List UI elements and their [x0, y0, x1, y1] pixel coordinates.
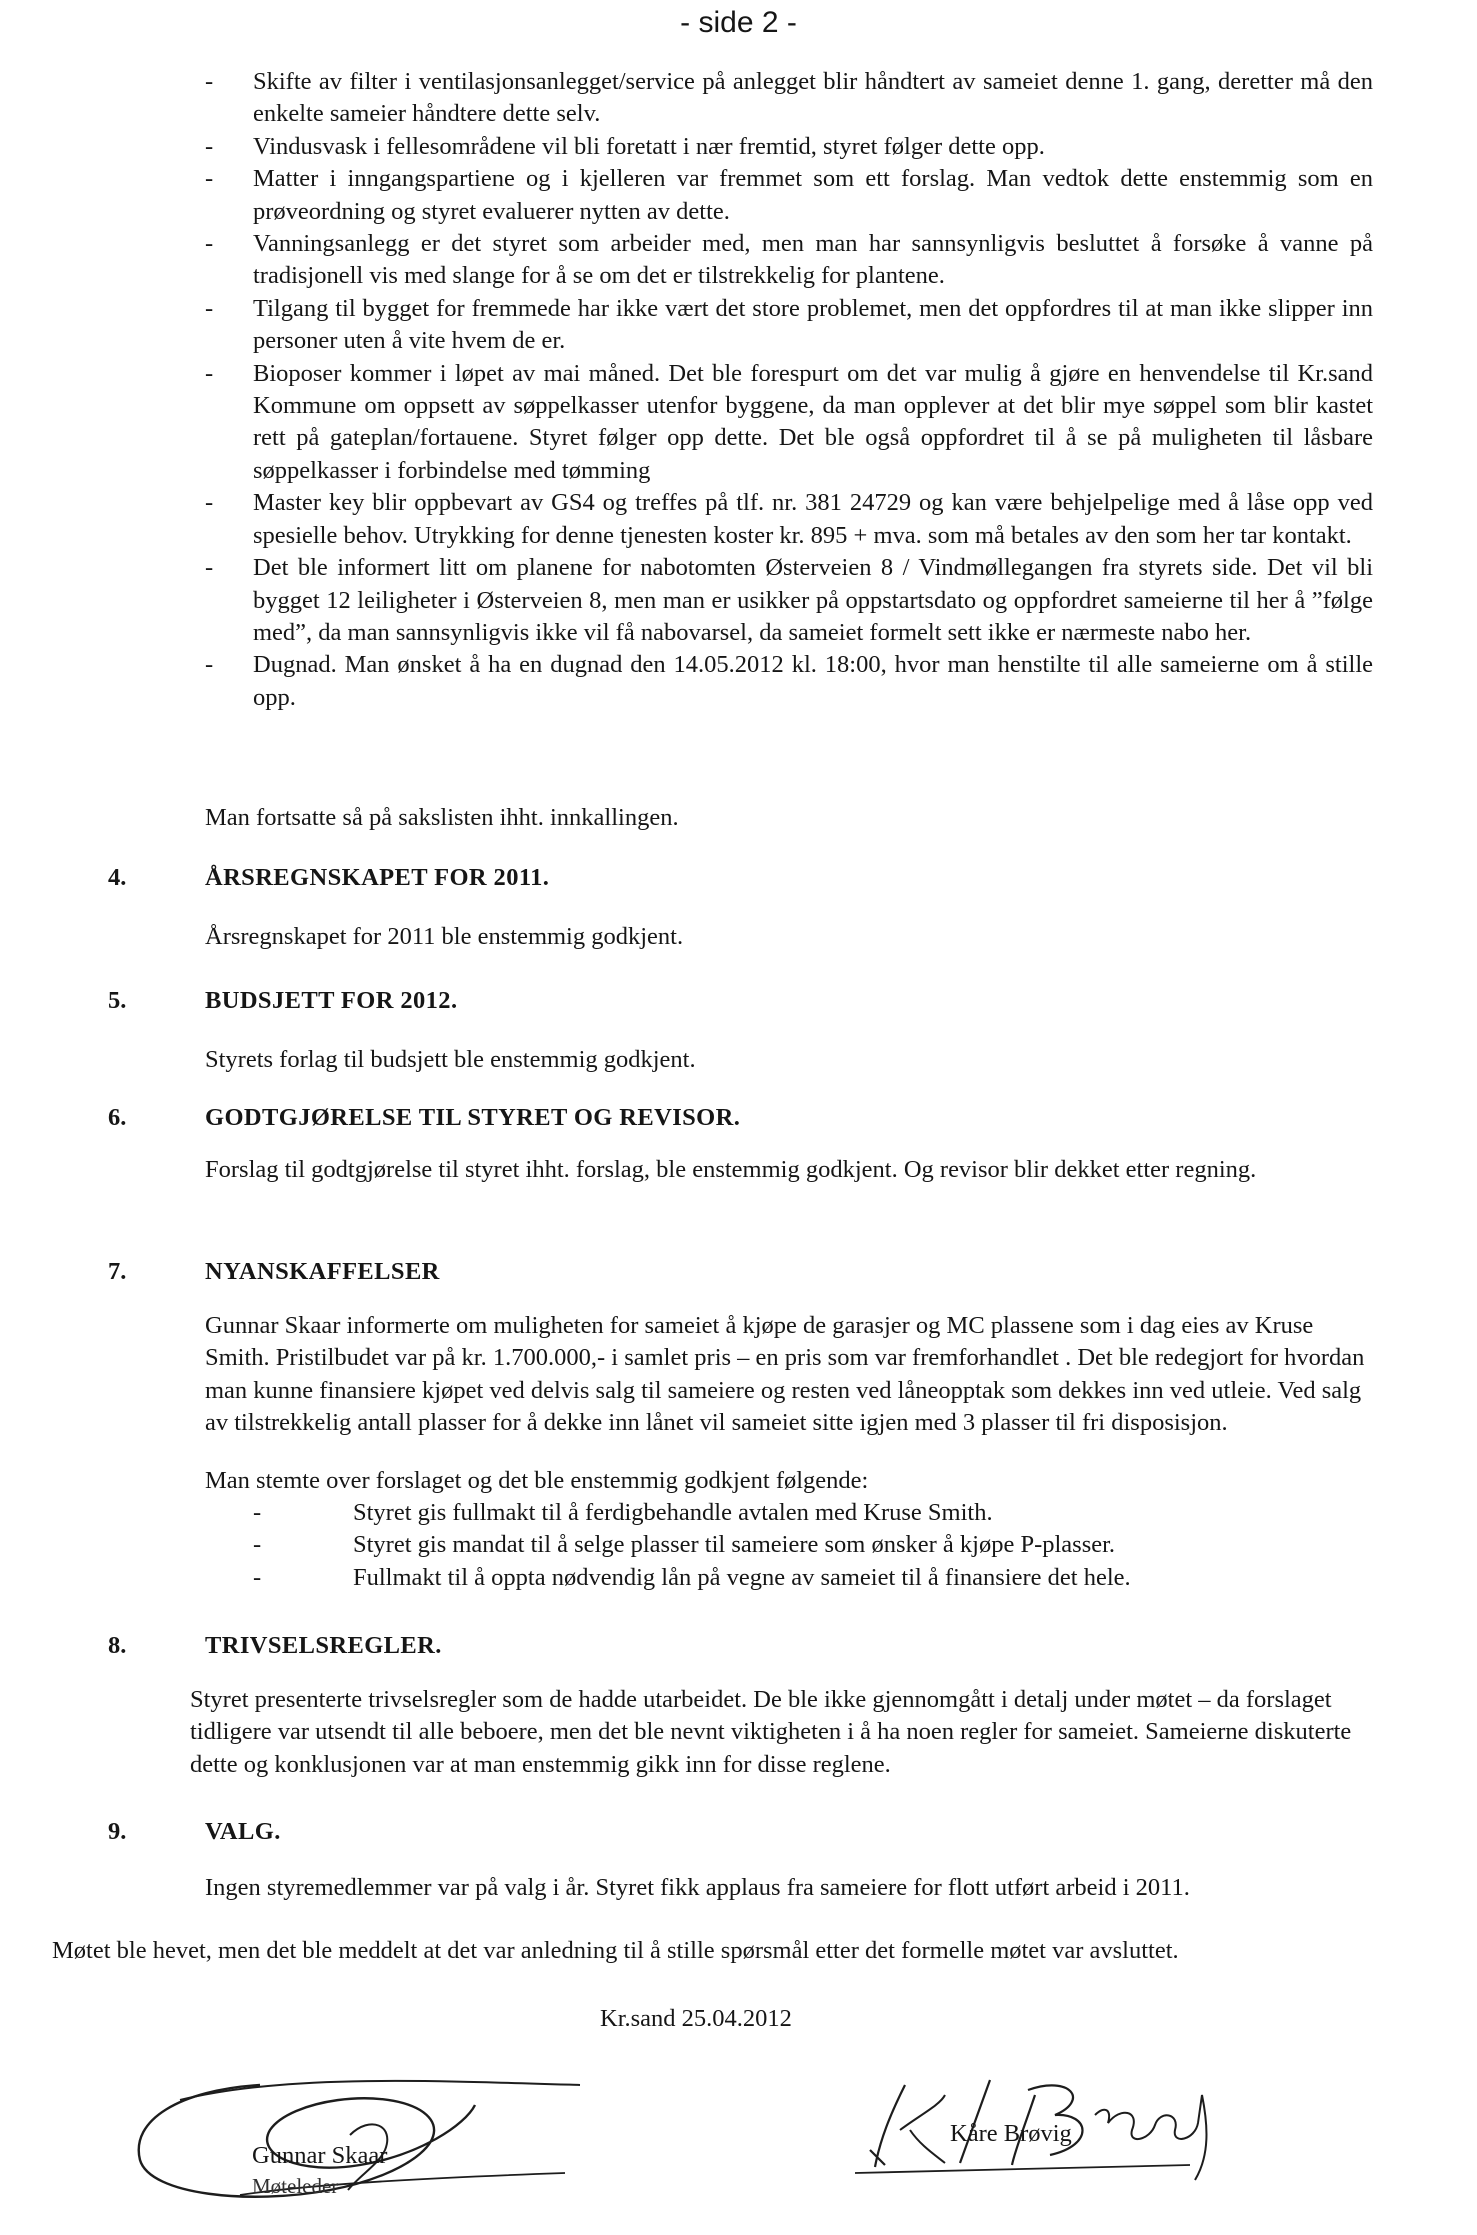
bullet-text: Vanningsanlegg er det styret som arbeider med, men man har sannsynligvis besluttet å forsøke å vanne på tradisjonell vis med slange for å se om det er tilstrekkelig for plantene.	[253, 230, 1373, 290]
section-text: Styrets forlag til budsjett ble enstemmig godkjent.	[205, 1046, 696, 1073]
bullet-text: Tilgang til bygget for fremmede har ikke vært det store problemet, men det oppfordres til at man ikke slipper inn personer uten å vite hvem de er.	[253, 294, 1373, 355]
place-date: Kr.sand 25.04.2012	[600, 2005, 792, 2032]
item-text: Styret gis mandat til å selge plasser til sameiere som ønsker å kjøpe P-plasser.	[353, 1531, 1116, 1559]
list-item	[253, 1562, 1131, 1594]
list-item	[205, 293, 1373, 358]
dash: -	[205, 651, 214, 679]
section-heading: TRIVSELSREGLER.	[205, 1632, 442, 1659]
bullet-text: Matter i inngangspartiene og i kjelleren var fremmet som ett forslag. Man vedtok dette enstemmig som en prøveordning og styret evaluerer nytten av dette.	[253, 165, 1373, 225]
signer-role: Møteleder	[252, 2174, 339, 2198]
section-text: Årsregnskapet for 2011 ble enstemmig godkjent.	[205, 923, 684, 950]
signer-name: Kåre Brøvig	[950, 2120, 1072, 2147]
section-number: 5.	[108, 987, 127, 1014]
vote-text: Man stemte over forslaget og det ble enstemmig godkjent følgende:	[205, 1467, 869, 1494]
continuation-text: Man fortsatte så på sakslisten ihht. innkallingen.	[205, 804, 679, 831]
dash: -	[253, 1531, 262, 1559]
section-text: Styret presenterte trivselsregler som de hadde utarbeidet. De ble ikke gjennomgått i detalj under møtet – da forslaget tidligere var utsendt til alle beboere, men det ble nevnt viktigheten i å ha noen regler for sameiet. Sameierne diskuterte dette og konklusjonen var at man enstemmig gikk inn for disse reglene.	[190, 1686, 1352, 1778]
bullet-text: Det ble informert litt om planene for nabotomten Østerveien 8 / Vindmøllegangen fra styrets side. Det vil bli bygget 12 leiligheter i Østerveien 8, men man er usikker på oppstartsdato og oppfordret sameierne til her å ”følge med”, da man sannsynligvis ikke vil få nabovarsel, da sameiet formelt sett ikke er nærmeste nabo her.	[253, 554, 1373, 646]
section-number: 4.	[108, 864, 127, 891]
dash: -	[205, 294, 214, 322]
section-number: 6.	[108, 1104, 127, 1131]
list-item	[205, 163, 1373, 228]
section-number: 8.	[108, 1632, 127, 1659]
page-header: - side 2 -	[680, 6, 797, 39]
item-text: Styret gis fullmakt til å ferdigbehandle avtalen med Kruse Smith.	[353, 1499, 993, 1526]
list-item	[205, 649, 1373, 714]
item-text: Fullmakt til å oppta nødvendig lån på vegne av sameiet til å finansiere det hele.	[353, 1563, 1131, 1591]
section-text: Forslag til godtgjørelse til styret ihht. forslag, ble enstemmig godkjent. Og revisor blir dekket etter regning.	[205, 1156, 1257, 1183]
list-item	[205, 358, 1373, 488]
dash: -	[205, 359, 214, 387]
dash: -	[205, 165, 214, 193]
section-heading: BUDSJETT FOR 2012.	[205, 987, 458, 1014]
list-item	[205, 487, 1373, 552]
dash: -	[205, 489, 214, 517]
list-item	[205, 228, 1373, 293]
list-item	[205, 66, 1373, 131]
dash: -	[205, 132, 214, 160]
section-text: Ingen styremedlemmer var på valg i år. Styret fikk applaus fra sameiere for flott utført arbeid i 2011.	[205, 1874, 1190, 1901]
list-item	[205, 131, 1373, 163]
dash: -	[205, 230, 214, 258]
dash: -	[205, 68, 214, 95]
dash: -	[205, 554, 214, 582]
dash: -	[253, 1563, 262, 1591]
section-heading: ÅRSREGNSKAPET FOR 2011.	[205, 864, 550, 891]
closing-text: Møtet ble hevet, men det ble meddelt at det var anledning til å stille spørsmål etter det formelle møtet var avsluttet.	[52, 1937, 1179, 1964]
bullet-text: Vindusvask i fellesområdene vil bli foretatt i nær fremtid, styret følger dette opp.	[253, 132, 1045, 160]
section-heading: NYANSKAFFELSER	[205, 1258, 440, 1285]
section-text: Gunnar Skaar informerte om muligheten for sameiet å kjøpe de garasjer og MC plassene som i dag eies av Kruse Smith. Pristilbudet var på kr. 1.700.000,- i samlet pris – en pris som var fremforhandlet . Det ble redegjort for hvordan man kunne finansiere kjøpet ved delvis salg til sameiere og resten ved låneopptak som dekkes inn ved utleie. Ved salg av tilstrekkelig antall plasser for å dekke inn lånet vil sameiet sitte igjen med 3 plasser til fri disposisjon.	[205, 1312, 1365, 1437]
signature-left	[120, 2065, 610, 2215]
bullet-text: Skifte av filter i ventilasjonsanlegget/service på anlegget blir håndtert av sameiet denne 1. gang, deretter må den enkelte sameier håndtere dette selv.	[253, 68, 1373, 128]
section-heading: VALG.	[205, 1818, 281, 1845]
list-item	[253, 1497, 1131, 1529]
bullet-list	[205, 66, 1373, 714]
bullet-text: Bioposer kommer i løpet av mai måned. Det ble forespurt om det var mulig å gjøre en henvendelse til Kr.sand Kommune om oppsett av søppelkasser utenfor byggene, da man opplever at det blir mye søppel som blir kastet rett på gateplan/fortauene. Styret følger opp dette. Det ble også oppfordret til å se på muligheten til låsbare søppelkasser i forbindelse med tømming	[253, 359, 1373, 484]
list-item	[253, 1529, 1131, 1561]
bullet-text: Dugnad. Man ønsket å ha en dugnad den 14.05.2012 kl. 18:00, hvor man henstilte til alle sameierne om å stille opp.	[253, 651, 1373, 711]
section-heading: GODTGJØRELSE TIL STYRET OG REVISOR.	[205, 1104, 741, 1131]
resolution-list	[253, 1497, 1131, 1594]
section-number: 7.	[108, 1258, 127, 1285]
bullet-text: Master key blir oppbevart av GS4 og treffes på tlf. nr. 381 24729 og kan være behjelpelige med å låse opp ved spesielle behov. Utrykking for denne tjenesten koster kr. 895 + mva. som må betales av den som her tar kontakt.	[253, 489, 1373, 549]
signer-name: Gunnar Skaar	[252, 2142, 388, 2169]
section-number: 9.	[108, 1818, 127, 1845]
list-item	[205, 552, 1373, 649]
dash: -	[253, 1499, 262, 1526]
